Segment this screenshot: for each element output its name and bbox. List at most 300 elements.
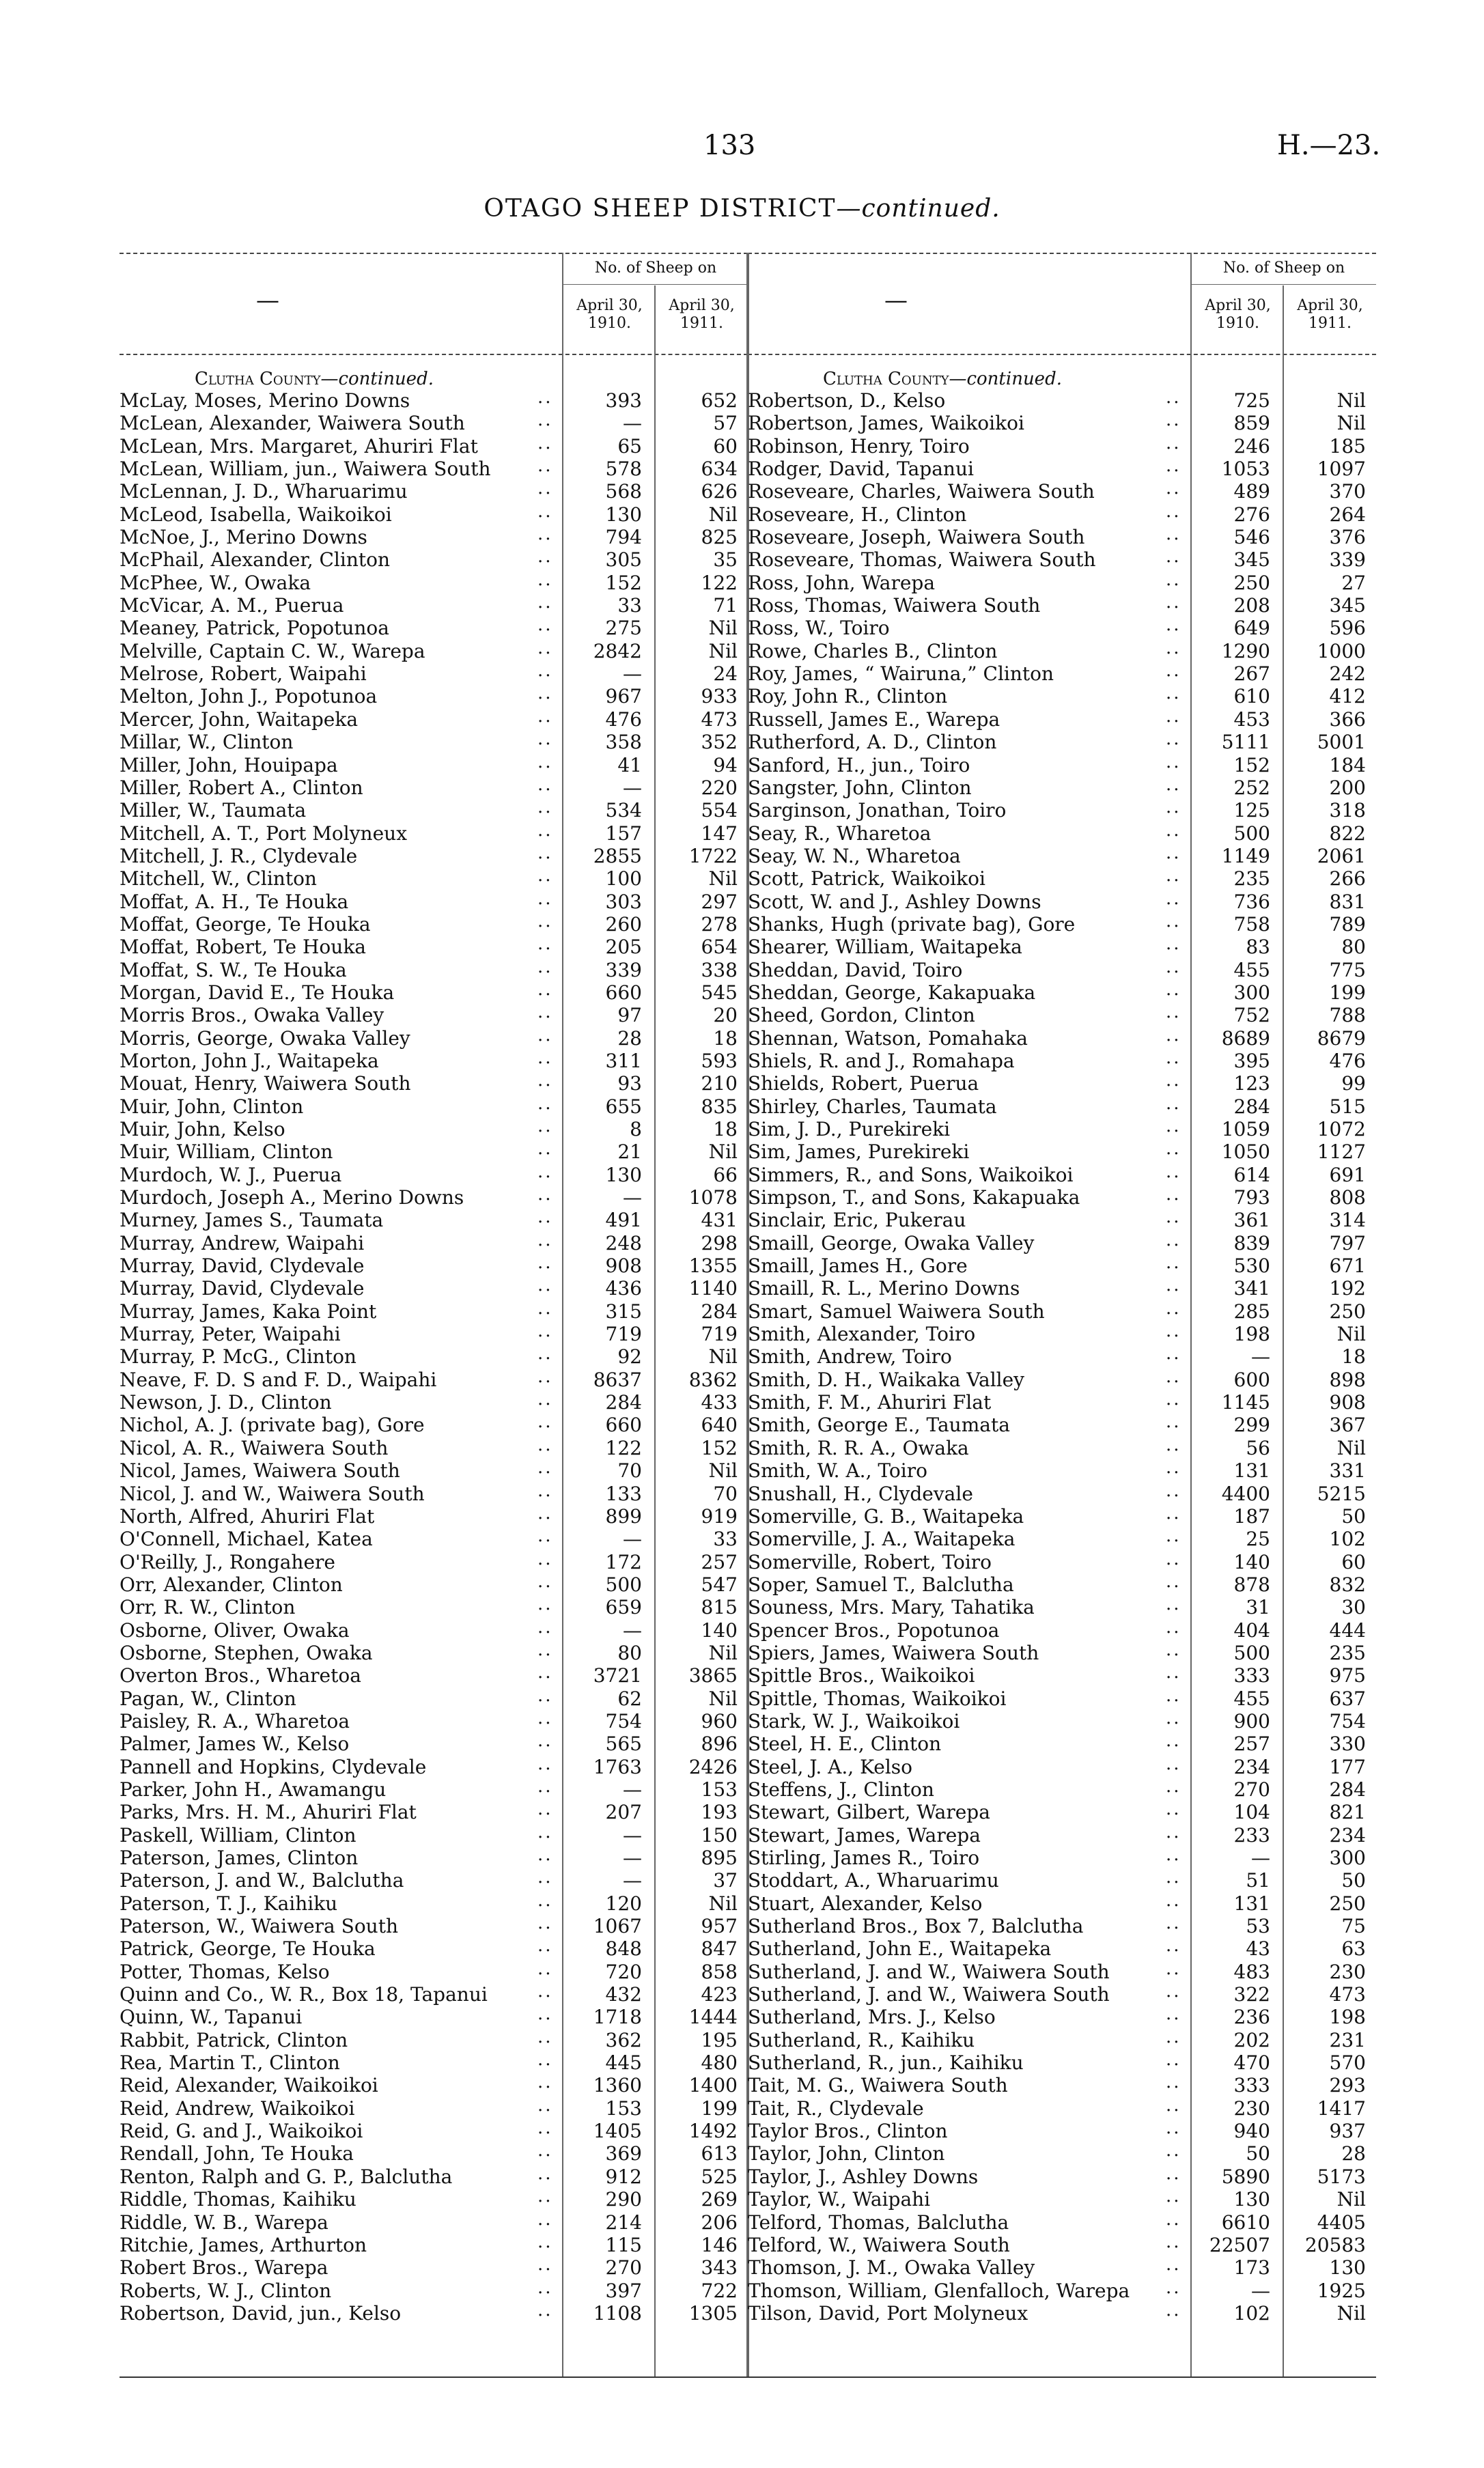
- table-row: [120, 662, 748, 685]
- leader-dots: ..: [537, 2186, 553, 2207]
- sheep-1910: 25: [1246, 1528, 1270, 1551]
- owner-name: Smith, W. A., Toiro: [748, 1459, 927, 1483]
- leader-dots: ..: [537, 1002, 553, 1023]
- table-row: [120, 2142, 748, 2165]
- table-row: [748, 819, 1376, 845]
- leader-dots: ..: [1166, 1366, 1181, 1387]
- header-sheep-count: No. of Sheep on: [1222, 260, 1345, 277]
- sheep-1911: 775: [1329, 958, 1366, 981]
- sheep-1910: 315: [605, 1300, 642, 1323]
- table-row: [120, 1639, 748, 1664]
- sheep-1911: 722: [701, 2279, 738, 2302]
- leader-dots: ..: [1166, 1480, 1181, 1501]
- owner-name: Miller, W., Taumata: [120, 799, 307, 822]
- sheep-1910: 610: [1233, 685, 1270, 708]
- leader-dots: ..: [537, 1298, 553, 1319]
- leader-dots: ..: [1166, 1024, 1181, 1046]
- table-row: [120, 1687, 748, 1710]
- sheep-1910: 899: [605, 1504, 642, 1528]
- sheep-1910: 43: [1246, 1937, 1270, 1961]
- leader-dots: ..: [537, 1616, 553, 1638]
- leader-dots: ..: [537, 478, 553, 499]
- owner-name: Taylor, J., Ashley Downs: [748, 2165, 979, 2188]
- sheep-1911: 80: [1341, 936, 1366, 959]
- table-row: [120, 2094, 748, 2120]
- table-row: [748, 594, 1376, 617]
- table-row: [748, 1140, 1376, 1163]
- leader-dots: ..: [1166, 1890, 1181, 1911]
- sheep-1910: 97: [617, 1004, 642, 1027]
- table-row: [748, 2074, 1376, 2097]
- table-row: [120, 888, 748, 913]
- leader-dots: ..: [1166, 1913, 1181, 1934]
- owner-name: Stewart, Gilbert, Warepa: [748, 1801, 990, 1824]
- sheep-1911: 57: [713, 412, 738, 435]
- sheep-1910: 285: [1233, 1300, 1270, 1323]
- leader-dots: ..: [537, 797, 553, 818]
- sheep-1910: —: [623, 1186, 642, 1209]
- leader-dots: ..: [537, 1639, 553, 1660]
- leader-dots: ..: [1166, 1776, 1181, 1797]
- sheep-1910: 500: [1233, 1641, 1270, 1664]
- sheep-1910: 397: [605, 2279, 642, 2302]
- sheep-1910: 104: [1233, 1801, 1270, 1824]
- sheep-1911: 671: [1329, 1254, 1366, 1278]
- table-row: [120, 1434, 748, 1459]
- sheep-1910: 1290: [1221, 639, 1270, 662]
- leader-dots: ..: [537, 1480, 553, 1501]
- table-row: [120, 2256, 748, 2279]
- owner-name: Mitchell, J. R., Clydevale: [120, 844, 358, 867]
- sheep-1910: 600: [1233, 1368, 1270, 1391]
- sheep-1910: 152: [605, 571, 642, 594]
- sheep-1911: 345: [1329, 594, 1366, 617]
- owner-name: McLean, William, jun., Waiwera South: [120, 458, 491, 481]
- sheep-1910: 659: [605, 1596, 642, 1619]
- leader-dots: ..: [1166, 501, 1181, 522]
- table-row: [748, 1730, 1376, 1756]
- owner-name: Snushall, H., Clydevale: [748, 1482, 973, 1505]
- sheep-1910: 719: [605, 1323, 642, 1346]
- owner-name: Robert Bros., Warepa: [120, 2256, 328, 2280]
- table-row: [748, 1095, 1376, 1118]
- leader-dots: ..: [537, 2299, 553, 2320]
- leader-dots: ..: [1166, 1867, 1181, 1888]
- owner-name: Tait, M. G., Waiwera South: [748, 2074, 1008, 2097]
- sheep-1910: 758: [1233, 912, 1270, 936]
- sheep-1910: 530: [1233, 1254, 1270, 1278]
- table-row: [748, 1596, 1376, 1618]
- sheep-1910: 1067: [593, 1915, 642, 1938]
- owner-name: Paisley, R. A., Wharetoa: [120, 1709, 350, 1733]
- owner-name: Sarginson, Jonathan, Toiro: [748, 799, 1007, 822]
- table-row: [748, 1937, 1376, 1960]
- table-row: [120, 1209, 748, 1231]
- leader-dots: ..: [537, 2026, 553, 2047]
- sheep-1911: 70: [713, 1482, 738, 1505]
- owner-name: Shennan, Watson, Pomahaka: [748, 1026, 1028, 1050]
- sheep-1911: 433: [701, 1391, 738, 1414]
- table-row: [120, 1229, 748, 1254]
- owner-name: Overton Bros., Wharetoa: [120, 1664, 361, 1687]
- owner-name: Roseveare, Thomas, Waiwera South: [748, 548, 1096, 572]
- sheep-1910: 131: [1233, 1892, 1270, 1915]
- sheep-1911: 71: [713, 594, 738, 617]
- owner-name: Sim, J. D., Purekireki: [748, 1118, 951, 1140]
- sheep-1911: 895: [701, 1847, 738, 1869]
- owner-name: Steel, H. E., Clinton: [748, 1733, 942, 1756]
- sheep-1911: 177: [1329, 1755, 1366, 1778]
- owner-name: McLean, Alexander, Waiwera South: [120, 412, 465, 435]
- sheep-1910: 565: [605, 1733, 642, 1756]
- leader-dots: ..: [1166, 1502, 1181, 1524]
- header-group-rule: [563, 284, 748, 285]
- owner-name: McNoe, J., Merino Downs: [120, 526, 367, 549]
- sheep-1910: 848: [605, 1937, 642, 1961]
- sheep-1910: 1145: [1221, 1391, 1270, 1414]
- sheep-1910: 33: [617, 594, 642, 617]
- sheep-1911: 652: [701, 389, 738, 412]
- leader-dots: ..: [1166, 2231, 1181, 2252]
- sheep-1910: 65: [617, 434, 642, 458]
- owner-name: Paterson, T. J., Kaihiku: [120, 1892, 338, 1915]
- sheep-1910: 305: [605, 548, 642, 572]
- sheep-1911: 63: [1341, 1937, 1366, 1961]
- owner-name: Sanford, H., jun., Toiro: [748, 753, 970, 776]
- table-row: [120, 1004, 748, 1026]
- owner-name: Simpson, T., and Sons, Kakapuaka: [748, 1186, 1080, 1209]
- sheep-1910: 395: [1233, 1049, 1270, 1072]
- sheep-1910: 453: [1233, 707, 1270, 731]
- sheep-1911: 691: [1329, 1163, 1366, 1186]
- owner-name: Scott, Patrick, Waikoikoi: [748, 867, 985, 891]
- owner-name: Telford, Thomas, Balclutha: [748, 2211, 1009, 2234]
- sheep-1911: 278: [701, 912, 738, 936]
- leader-dots: ..: [1166, 1685, 1181, 1706]
- leader-dots: ..: [537, 1252, 553, 1274]
- sheep-1911: 821: [1329, 1801, 1366, 1824]
- sheep-1910: 100: [605, 867, 642, 891]
- leader-dots: ..: [1166, 705, 1181, 727]
- table-row: [120, 2231, 748, 2256]
- sheep-1911: 122: [701, 571, 738, 594]
- table-row: [120, 2208, 748, 2234]
- sheep-1911: 545: [701, 981, 738, 1004]
- table-row: [748, 842, 1376, 867]
- owner-name: Shearer, William, Waitapeka: [748, 936, 1022, 959]
- table-row: [748, 1664, 1376, 1687]
- sheep-1910: 260: [605, 912, 642, 936]
- sheep-1910: 358: [605, 731, 642, 754]
- sheep-1910: 500: [605, 1573, 642, 1596]
- sheep-1911: 473: [1329, 1983, 1366, 2006]
- sheep-1911: 640: [701, 1414, 738, 1437]
- owner-name: Moffat, S. W., Te Houka: [120, 958, 347, 981]
- table-row: [748, 705, 1376, 731]
- owner-name: Sutherland, R., jun., Kaihiku: [748, 2051, 1024, 2075]
- sheep-1911: 654: [701, 936, 738, 959]
- owner-name: McLay, Moses, Merino Downs: [120, 389, 410, 412]
- owner-name: Melrose, Robert, Waipahi: [120, 662, 367, 686]
- sheep-1911: 150: [701, 1823, 738, 1847]
- leader-dots: ..: [537, 455, 553, 477]
- sheep-1911: 195: [701, 2028, 738, 2051]
- leader-dots: ..: [537, 1275, 553, 1296]
- table-row: [748, 1254, 1376, 1277]
- owner-name: Mouat, Henry, Waiwera South: [120, 1072, 411, 1095]
- owner-name: McPhail, Alexander, Clinton: [120, 548, 391, 572]
- sheep-1910: 62: [617, 1687, 642, 1710]
- sheep-1911: 33: [713, 1528, 738, 1551]
- sheep-1911: 20583: [1304, 2233, 1366, 2256]
- table-row: [120, 1548, 748, 1573]
- sheep-1910: 3721: [593, 1664, 642, 1687]
- sheep-1910: —: [623, 412, 642, 435]
- table-row: [120, 751, 748, 776]
- table-row: [120, 569, 748, 594]
- leader-dots: ..: [1166, 1434, 1181, 1455]
- sheep-1911: 547: [701, 1573, 738, 1596]
- table-row: [120, 1528, 748, 1550]
- sheep-1911: 50: [1341, 1869, 1366, 1892]
- owner-name: Nicol, J. and W., Waiwera South: [120, 1482, 425, 1505]
- owner-name: Soper, Samuel T., Balclutha: [748, 1573, 1014, 1596]
- owner-name: Sinclair, Eric, Pukerau: [748, 1209, 966, 1232]
- table-row: [120, 1414, 748, 1436]
- leader-dots: ..: [1166, 2254, 1181, 2275]
- leader-dots: ..: [1166, 2277, 1181, 2298]
- sheep-1910: 614: [1233, 1163, 1270, 1186]
- leader-dots: ..: [537, 1958, 553, 1979]
- table-row: [120, 2006, 748, 2028]
- sheep-1910: 205: [605, 936, 642, 959]
- leader-dots: ..: [1166, 615, 1181, 636]
- owner-name: Spittle Bros., Waikoikoi: [748, 1664, 975, 1687]
- owner-name: Robertson, David, jun., Kelso: [120, 2301, 402, 2325]
- sheep-1910: 130: [605, 1163, 642, 1186]
- leader-dots: ..: [1166, 1343, 1181, 1364]
- sheep-1911: 8679: [1317, 1026, 1366, 1050]
- leader-dots: ..: [1166, 1981, 1181, 2002]
- sheep-1911: 185: [1329, 434, 1366, 458]
- table-row: [748, 1502, 1376, 1528]
- owner-name: Sutherland Bros., Box 7, Balclutha: [748, 1915, 1084, 1938]
- leader-dots: ..: [1166, 2072, 1181, 2093]
- sheep-1910: 130: [1233, 2188, 1270, 2211]
- owner-name: O'Reilly, J., Rongahere: [120, 1550, 335, 1573]
- table-row: [120, 1753, 748, 1778]
- owner-name: Osborne, Oliver, Owaka: [120, 1618, 350, 1642]
- sheep-1911: 367: [1329, 1414, 1366, 1437]
- table-row: [748, 480, 1376, 503]
- leader-dots: ..: [1166, 1412, 1181, 1433]
- table-row: [120, 455, 748, 481]
- leader-dots: ..: [537, 1093, 553, 1114]
- header-dash: —: [884, 287, 908, 314]
- owner-name: Smith, Andrew, Toiro: [748, 1345, 952, 1369]
- table-row: [120, 705, 748, 731]
- leader-dots: ..: [1166, 2118, 1181, 2139]
- owner-name: Seay, W. N., Wharetoa: [748, 844, 961, 867]
- sheep-1910: 345: [1233, 548, 1270, 572]
- table-row: [120, 799, 748, 822]
- sheep-1911: 788: [1329, 1004, 1366, 1027]
- sheep-1910: 333: [1233, 2074, 1270, 2097]
- sheep-1911: 1417: [1317, 2097, 1366, 2120]
- owner-name: Reid, G. and J., Waikoikoi: [120, 2120, 363, 2143]
- sheep-1910: 4400: [1221, 1482, 1270, 1505]
- leader-dots: ..: [537, 1434, 553, 1455]
- sheep-1910: 31: [1246, 1596, 1270, 1619]
- sheep-1911: 352: [701, 731, 738, 754]
- sheep-1911: 99: [1341, 1072, 1366, 1095]
- sheep-1910: 2855: [593, 844, 642, 867]
- sheep-1910: 299: [1233, 1414, 1270, 1437]
- table-row: [748, 2208, 1376, 2234]
- table-row: [120, 1801, 748, 1823]
- table-row: [120, 389, 748, 412]
- table-row: [748, 956, 1376, 981]
- owner-name: Spiers, James, Waiwera South: [748, 1641, 1039, 1664]
- sheep-1911: 896: [701, 1733, 738, 1756]
- table-row: [748, 1186, 1376, 1209]
- table-row: [120, 2299, 748, 2325]
- sheep-1910: 50: [1246, 2142, 1270, 2165]
- table-row: [120, 1391, 748, 1414]
- table-row: [120, 2026, 748, 2051]
- leader-dots: ..: [1166, 524, 1181, 545]
- sheep-1910: 5111: [1221, 731, 1270, 754]
- page-title-continued: —continued.: [836, 195, 1000, 223]
- owner-name: Roseveare, Joseph, Waiwera South: [748, 526, 1085, 549]
- owner-name: Murray, David, Clydevale: [120, 1277, 365, 1300]
- leader-dots: ..: [537, 1730, 553, 1752]
- county-continued: —continued.: [949, 369, 1062, 389]
- sheep-1911: 8362: [688, 1368, 738, 1391]
- sheep-1911: 898: [1329, 1368, 1366, 1391]
- sheep-1910: —: [623, 1823, 642, 1847]
- sheep-1910: 21: [617, 1140, 642, 1164]
- sheep-1911: 634: [701, 458, 738, 481]
- sheep-1911: 1722: [688, 844, 738, 867]
- table-row: [748, 731, 1376, 753]
- sheep-1911: 515: [1329, 1095, 1366, 1118]
- sheep-1911: 431: [701, 1209, 738, 1232]
- owner-name: McPhee, W., Owaka: [120, 571, 311, 594]
- owner-name: Stuart, Alexander, Kelso: [748, 1892, 983, 1915]
- sheep-1910: 300: [1233, 981, 1270, 1004]
- sheep-1911: 234: [1329, 1823, 1366, 1847]
- table-row: [120, 412, 748, 434]
- sheep-1911: 147: [701, 822, 738, 845]
- sheep-1911: 206: [701, 2211, 738, 2234]
- owner-name: Moffat, George, Te Houka: [120, 912, 371, 936]
- table-row: [748, 1801, 1376, 1823]
- table-row: [120, 2277, 748, 2302]
- sheep-1910: 157: [605, 822, 642, 845]
- sheep-1910: 115: [605, 2233, 642, 2256]
- table-row: [120, 1186, 748, 1209]
- owner-name: Sutherland, Mrs. J., Kelso: [748, 2006, 996, 2029]
- table-row: [748, 2006, 1376, 2028]
- leader-dots: ..: [1166, 1184, 1181, 1205]
- sheep-1911: 210: [701, 1072, 738, 1095]
- leader-dots: ..: [1166, 1616, 1181, 1638]
- owner-name: Sangster, John, Clinton: [748, 776, 972, 799]
- owner-name: Mitchell, A. T., Port Molyneux: [120, 822, 407, 845]
- owner-name: Stoddart, A., Wharuarimu: [748, 1869, 999, 1892]
- sheep-1910: 276: [1233, 503, 1270, 526]
- page-title-main: OTAGO SHEEP DISTRICT: [484, 195, 837, 223]
- leader-dots: ..: [1166, 1002, 1181, 1023]
- table-row: [748, 2256, 1376, 2279]
- table-row: [120, 1072, 748, 1095]
- leader-dots: ..: [537, 615, 553, 636]
- table-row: [748, 569, 1376, 594]
- sheep-1910: 839: [1233, 1231, 1270, 1254]
- sheep-1910: 257: [1233, 1733, 1270, 1756]
- sheep-1911: 1444: [688, 2006, 738, 2029]
- table-row: [120, 594, 748, 617]
- owner-name: Tilson, David, Port Molyneux: [748, 2301, 1028, 2325]
- leader-dots: ..: [1166, 819, 1181, 841]
- sheep-1911: 789: [1329, 912, 1366, 936]
- leader-dots: ..: [1166, 1321, 1181, 1342]
- sheep-1911: 269: [701, 2188, 738, 2211]
- sheep-1910: 725: [1233, 389, 1270, 412]
- table-row: [748, 1118, 1376, 1140]
- owner-name: Shiels, R. and J., Romahapa: [748, 1049, 1015, 1072]
- table-row: [748, 389, 1376, 412]
- sheep-1910: 233: [1233, 1823, 1270, 1847]
- leader-dots: ..: [537, 2140, 553, 2161]
- leader-dots: ..: [1166, 729, 1181, 750]
- owner-name: Roberts, W. J., Clinton: [120, 2279, 332, 2302]
- owner-name: Nichol, A. J. (private bag), Gore: [120, 1414, 425, 1437]
- sheep-1910: 470: [1233, 2051, 1270, 2075]
- owner-name: Tait, R., Clydevale: [748, 2097, 924, 2120]
- table-row: [120, 503, 748, 526]
- page-number: 133: [703, 130, 756, 161]
- owner-name: Taylor, John, Clinton: [748, 2142, 945, 2165]
- owner-name: Ross, John, Warepa: [748, 571, 936, 594]
- sheep-1910: —: [623, 1847, 642, 1869]
- sheep-1910: 2842: [593, 639, 642, 662]
- sheep-1911: 370: [1329, 480, 1366, 503]
- sheep-1910: —: [623, 776, 642, 799]
- sheep-1911: 858: [701, 1960, 738, 1983]
- sheep-1910: 393: [605, 389, 642, 412]
- sheep-1911: 193: [701, 1801, 738, 1824]
- sheep-1911: 376: [1329, 526, 1366, 549]
- leader-dots: ..: [1166, 956, 1181, 977]
- table-row: [748, 1821, 1376, 1847]
- table-row: [120, 637, 748, 662]
- sheep-1911: 825: [701, 526, 738, 549]
- sheep-1910: 252: [1233, 776, 1270, 799]
- sheep-1911: 314: [1329, 1209, 1366, 1232]
- table-row: [120, 981, 748, 1004]
- sheep-1911: 24: [713, 662, 738, 686]
- sheep-1910: 41: [617, 753, 642, 776]
- sheep-1911: 1400: [688, 2074, 738, 2097]
- sheep-1911: 75: [1341, 1915, 1366, 1938]
- leader-dots: ..: [537, 2049, 553, 2071]
- leader-dots: ..: [537, 979, 553, 1000]
- table-row: [748, 526, 1376, 548]
- owner-name: Muir, John, Clinton: [120, 1095, 304, 1118]
- owner-name: Smaill, George, Owaka Valley: [748, 1231, 1035, 1254]
